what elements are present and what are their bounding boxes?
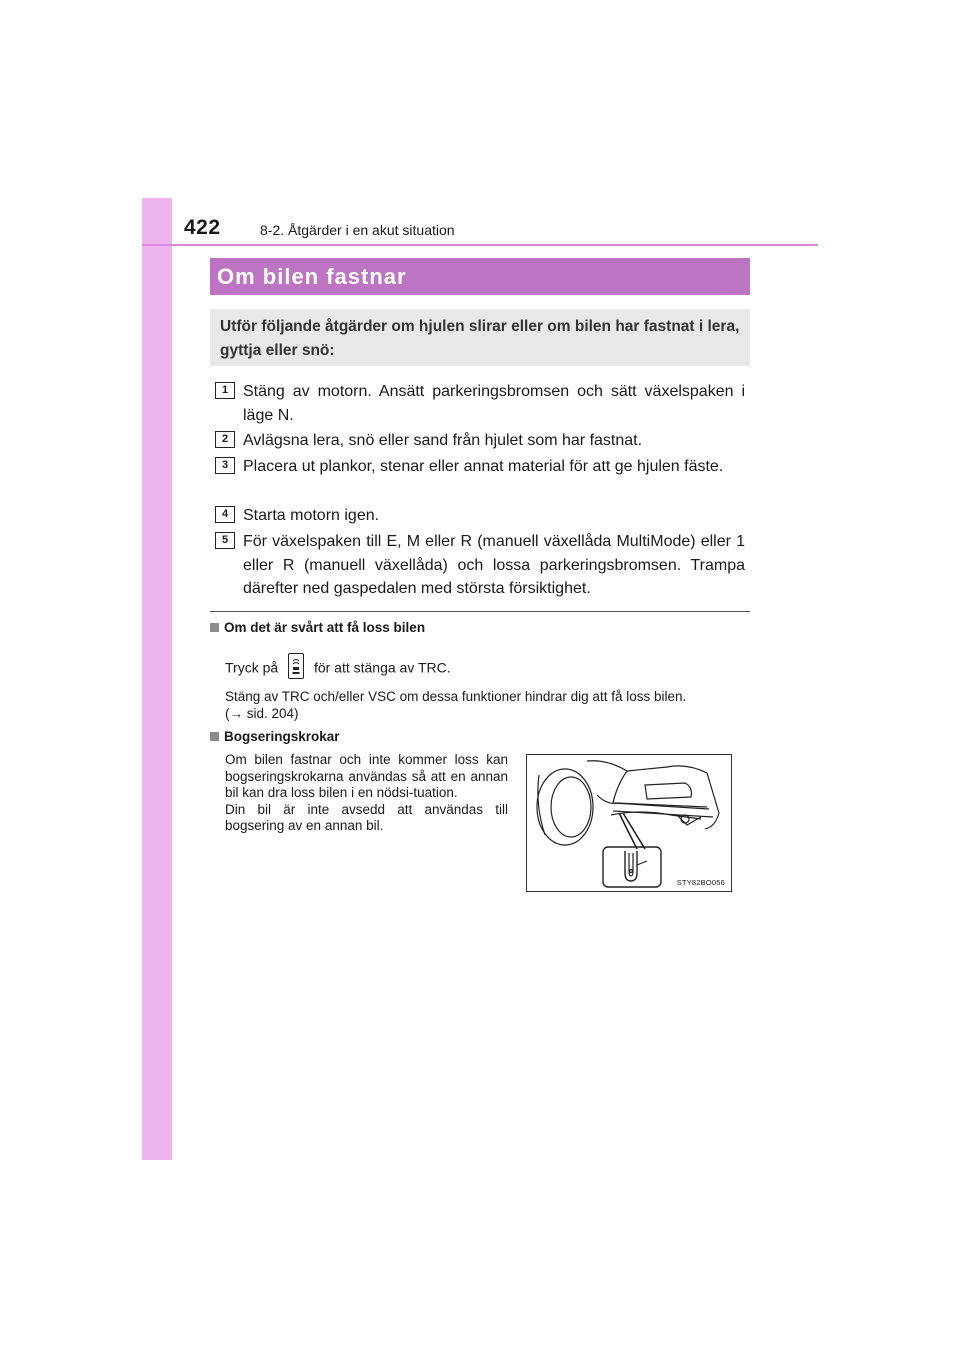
subheading-stuck-text: Om det är svårt att få loss bilen: [224, 620, 426, 635]
side-color-strip: [142, 198, 172, 1160]
step-text-5: För växelspaken till E, M eller R (manuell växellåda MultiMode) eller 1 eller R (manuell växellåda) och lossa parkeringsbromsen. Trampa därefter ned gaspedalen med största försiktighet.: [243, 533, 745, 597]
step-text-4: Starta motorn igen.: [243, 507, 380, 524]
trc-press-after: för att stänga av TRC.: [313, 659, 451, 676]
page-reference: (→ sid. 204): [225, 705, 299, 721]
subheading-tow-hooks-text: Bogseringskrokar: [224, 729, 340, 744]
tow-hook-text-1: Om bilen fastnar och inte kommer loss kan bogseringskrokarna användas så att en annan bil kan dra loss bilen i en nödsi-tuation.: [225, 752, 508, 800]
step-text-1: Stäng av motorn. Ansätt parkeringsbromsen och sätt växelspaken i läge N.: [243, 383, 745, 424]
page-title: Om bilen fastnar: [217, 264, 407, 289]
step-number-4: 4: [215, 506, 235, 523]
figure-code: STY82BO056: [676, 878, 725, 887]
step-text-3: Placera ut plankor, stenar eller annat material för att ge hjulen fäste.: [243, 458, 724, 475]
tow-hook-text-2: Din bil är inte avsedd att användas till bogsering av en annan bil.: [225, 801, 508, 833]
trc-vsc-note: [225, 689, 750, 722]
header-rule: [142, 244, 818, 246]
subheading-tow-hooks: [210, 729, 340, 744]
trc-press-before: Tryck på: [225, 659, 279, 676]
trc-off-switch-icon: [288, 653, 304, 679]
square-bullet-icon: [210, 623, 219, 632]
subheading-stuck: [210, 620, 425, 635]
square-bullet-icon: [210, 732, 219, 741]
intro-box: Utför följande åtgärder om hjulen slirar eller om bilen har fastnat i lera, gyttja eller snö:: [210, 309, 750, 366]
tow-hook-illustration-icon: [527, 755, 731, 891]
step-number-3: 3: [215, 457, 235, 474]
section-path: 8-2. Åtgärder i en akut situation: [260, 222, 455, 238]
step-number-5: 5: [215, 532, 235, 549]
title-band: [210, 258, 750, 295]
trc-instruction: [225, 656, 451, 682]
page-number: 422: [184, 216, 221, 239]
trc-vsc-note-line1: Stäng av TRC och/eller VSC om dessa funktioner hindrar dig att få loss bilen.: [225, 689, 687, 704]
section-divider: [210, 611, 750, 612]
tow-hook-text: [225, 752, 508, 835]
tow-hook-figure: [526, 754, 732, 892]
step-text-2: Avlägsna lera, snö eller sand från hjulet som har fastnat.: [243, 432, 643, 449]
step-number-2: 2: [215, 431, 235, 448]
step-number-1: 1: [215, 382, 235, 399]
